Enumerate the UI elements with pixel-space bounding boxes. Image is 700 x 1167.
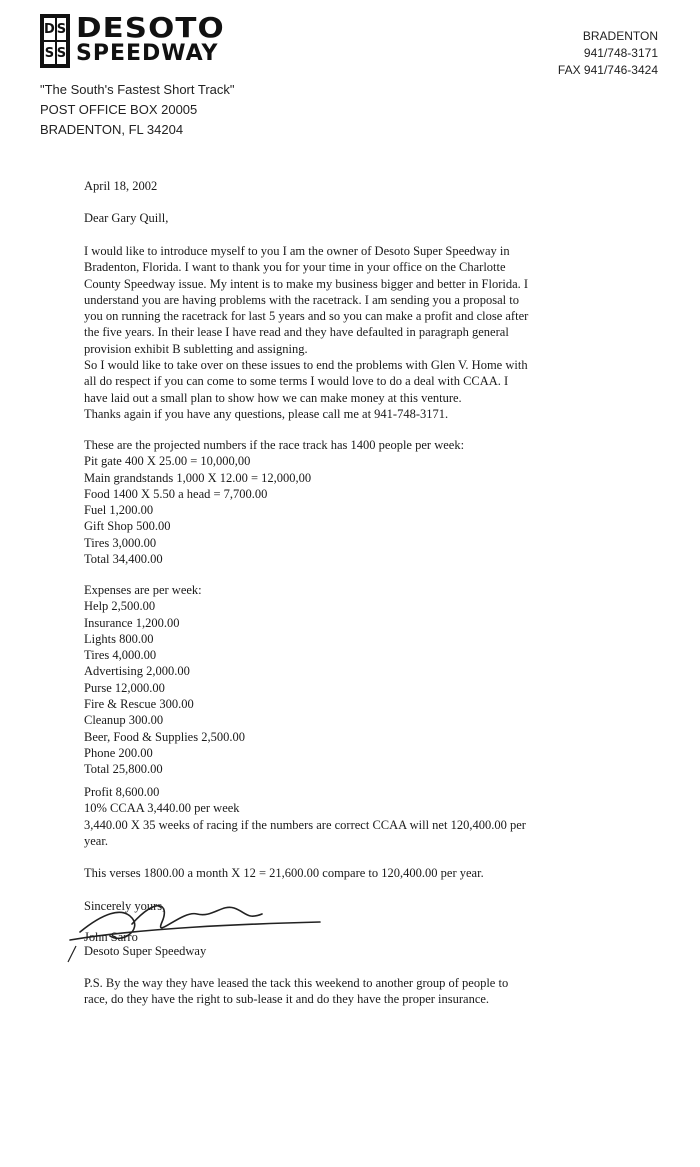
logo-letter: S [56, 41, 67, 65]
logo-wordmark [76, 11, 225, 66]
intro-line: you on running the racetrack for last 5 years and so you can make a profit and close after [84, 309, 529, 324]
income-heading: These are the projected numbers if the race track has 1400 people per week: [84, 438, 465, 452]
intro-line: County Speedway issue. My intent is to make my business bigger and better in Florida. I [84, 276, 529, 291]
ps-line: race, do they have the right to sub-lease it and do they have the proper insurance. [84, 992, 490, 1007]
letterhead-contact [558, 28, 658, 79]
intro-line: all do respect if you can come to some terms I would love to do a deal with CCAA. I [84, 374, 509, 389]
ps-line: P.S. By the way they have leased the tack this weekend to another group of people to [84, 976, 509, 990]
income-section [84, 437, 584, 567]
expense-line: Fire & Rescue 300.00 [84, 697, 194, 712]
income-line: Gift Shop 500.00 [84, 519, 171, 534]
signer-name: John Sarro [84, 930, 138, 944]
fax-number: FAX 941/746-3424 [557, 63, 658, 77]
income-line: Food 1400 X 5.50 a head = 7,700.00 [84, 486, 268, 501]
expense-line: Phone 200.00 [84, 745, 153, 760]
intro-line: I would like to introduce myself to you I am the owner of Desoto Super Speedway in [84, 244, 510, 258]
income-line: Tires 3,000.00 [84, 535, 157, 550]
intro-line: have laid out a small plan to show how we can make money at this venture. [84, 390, 462, 405]
expense-line: Beer, Food & Supplies 2,500.00 [84, 729, 245, 744]
logo-letter: S [56, 17, 67, 41]
expense-line: Purse 12,000.00 [84, 680, 165, 695]
desoto-speedway-logo [40, 11, 225, 68]
profit-line: Profit 8,600.00 [84, 785, 160, 799]
expense-line: Advertising 2,000.00 [84, 664, 190, 679]
expense-line: Help 2,500.00 [84, 599, 156, 614]
intro-line: Bradenton, Florida. I want to thank you for your time in your office on the Charlotte [84, 260, 506, 275]
postscript [84, 975, 584, 1008]
income-total: Total 34,400.00 [84, 552, 163, 567]
intro-line: the five years. In their lease I have read and they have defaulted in paragraph general [84, 325, 509, 340]
expense-line: Insurance 1,200.00 [84, 615, 180, 630]
expense-total: Total 25,800.00 [84, 762, 163, 777]
intro-line: understand you are having problems with the racetrack. I am sending you a proposal to [84, 292, 519, 307]
profit-line: 10% CCAA 3,440.00 per week [84, 801, 240, 816]
expense-line: Cleanup 300.00 [84, 713, 164, 728]
office-name: BRADENTON [582, 29, 658, 43]
expense-line: Tires 4,000.00 [84, 648, 157, 663]
compare-line: This verses 1800.00 a month X 12 = 21,600.00 compare to 120,400.00 per year. [84, 866, 484, 880]
intro-paragraph [84, 243, 584, 422]
logo-name-line2: SPEEDWAY [76, 41, 219, 66]
letterhead-address [40, 80, 235, 140]
logo-letter: D [43, 17, 56, 41]
tagline: "The South's Fastest Short Track" [40, 82, 235, 97]
city-state-zip: BRADENTON, FL 34204 [40, 122, 184, 137]
logo-name-line1: DESOTO [76, 11, 225, 44]
intro-line: So I would like to take over on these issues to end the problems with Glen V. Home with [84, 358, 528, 373]
phone-number: 941/748-3171 [583, 46, 658, 60]
income-line: Pit gate 400 X 25.00 = 10,000,00 [84, 454, 251, 469]
intro-line: Thanks again if you have any questions, please call me at 941-748-3171. [84, 406, 449, 421]
expense-line: Lights 800.00 [84, 631, 154, 646]
profit-line: year. [84, 833, 108, 848]
income-line: Fuel 1,200.00 [84, 503, 154, 518]
income-line: Main grandstands 1,000 X 12.00 = 12,000,00 [84, 470, 312, 485]
expense-section [84, 582, 584, 778]
salutation: Dear Gary Quill, [84, 211, 169, 225]
po-box: POST OFFICE BOX 20005 [40, 102, 198, 117]
profit-line: 3,440.00 X 35 weeks of racing if the numbers are correct CCAA will net 120,400.00 per [84, 817, 526, 832]
logo-letter: S [43, 41, 56, 65]
intro-line: provision exhibit B subletting and assigning. [84, 341, 308, 356]
logo-monogram [40, 14, 70, 68]
letter-date: April 18, 2002 [84, 179, 158, 193]
profit-section [84, 784, 584, 849]
signer-organization: Desoto Super Speedway [84, 944, 207, 958]
expense-heading: Expenses are per week: [84, 583, 202, 597]
closing: Sincerely yours, [84, 899, 166, 913]
